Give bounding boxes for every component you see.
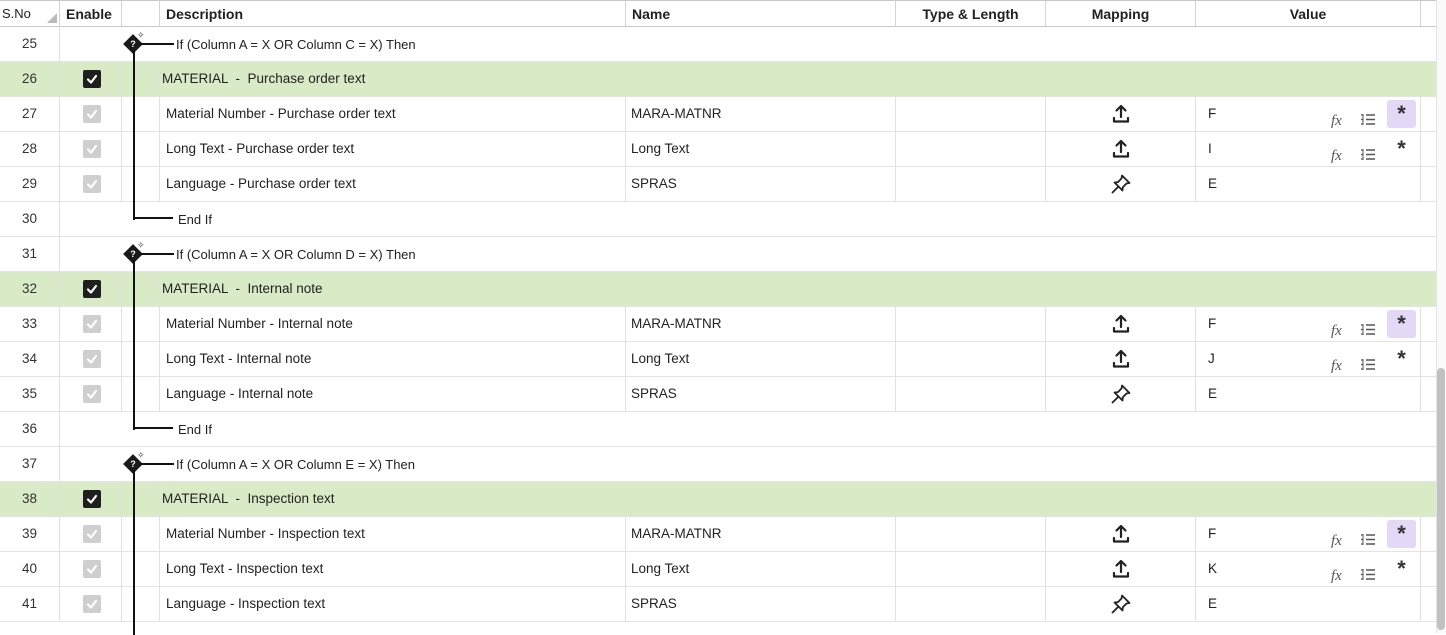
row-number: 32 bbox=[0, 272, 60, 306]
name-cell: SPRAS bbox=[626, 167, 896, 201]
mapping-cell bbox=[1046, 132, 1196, 166]
row-number: 36 bbox=[0, 412, 60, 446]
condition-connector-line bbox=[133, 427, 173, 429]
row-number: 38 bbox=[0, 482, 60, 516]
formula-icon[interactable]: fx bbox=[1331, 323, 1342, 339]
tree-cell bbox=[122, 552, 160, 586]
tree-cell bbox=[122, 587, 160, 621]
column-header-tree bbox=[122, 1, 160, 27]
table-row bbox=[0, 342, 1436, 377]
table-row bbox=[0, 482, 1436, 517]
name-cell: Long Text bbox=[626, 132, 896, 166]
list-icon[interactable] bbox=[1360, 525, 1376, 551]
group-title: MATERIAL - Purchase order text bbox=[162, 71, 366, 86]
enable-checkbox bbox=[83, 140, 101, 158]
enable-checkbox bbox=[83, 315, 101, 333]
type-length-cell bbox=[896, 342, 1046, 376]
tree-cell bbox=[122, 482, 160, 516]
mapping-cell bbox=[1046, 377, 1196, 411]
table-row bbox=[0, 447, 1436, 482]
list-icon bbox=[1360, 323, 1376, 336]
table-row bbox=[0, 517, 1436, 552]
list-icon[interactable] bbox=[1360, 105, 1376, 131]
mapping-cell bbox=[1046, 517, 1196, 551]
row-number: 37 bbox=[0, 447, 60, 481]
formula-icon[interactable]: fx bbox=[1331, 113, 1342, 129]
check-icon bbox=[85, 317, 99, 331]
pin-icon[interactable] bbox=[1109, 592, 1133, 616]
value-cell bbox=[1196, 587, 1421, 621]
row-number: 41 bbox=[0, 587, 60, 621]
enable-checkbox[interactable] bbox=[83, 490, 101, 508]
table-row bbox=[0, 377, 1436, 412]
enable-checkbox bbox=[83, 525, 101, 543]
description-cell: Language - Internal note bbox=[160, 377, 626, 411]
type-length-cell bbox=[896, 167, 1046, 201]
check-icon bbox=[85, 72, 99, 86]
name-cell: MARA-MATNR bbox=[626, 517, 896, 551]
check-icon bbox=[85, 142, 99, 156]
asterisk-icon: * bbox=[1397, 136, 1406, 161]
upload-icon bbox=[1109, 347, 1133, 371]
list-icon bbox=[1360, 568, 1376, 581]
enable-checkbox bbox=[83, 595, 101, 613]
value-cell bbox=[1196, 132, 1421, 166]
group-title: MATERIAL - Internal note bbox=[162, 281, 323, 296]
pin-icon[interactable] bbox=[1109, 172, 1133, 196]
row-number: 30 bbox=[0, 202, 60, 236]
check-icon bbox=[85, 177, 99, 191]
name-cell: Long Text bbox=[626, 342, 896, 376]
list-icon bbox=[1360, 113, 1376, 126]
column-header-description[interactable]: Description bbox=[160, 1, 626, 27]
asterisk-icon: * bbox=[1397, 346, 1406, 371]
check-icon bbox=[85, 282, 99, 296]
column-header-mapping[interactable]: Mapping bbox=[1046, 1, 1196, 27]
mapping-cell bbox=[1046, 307, 1196, 341]
type-length-cell bbox=[896, 307, 1046, 341]
table-row bbox=[0, 167, 1436, 202]
pin-icon bbox=[1109, 382, 1133, 406]
sparkle-icon: ✧ bbox=[137, 450, 145, 460]
formula-icon[interactable]: fx bbox=[1331, 568, 1342, 584]
type-length-cell bbox=[896, 517, 1046, 551]
value-cell bbox=[1196, 97, 1421, 131]
formula-icon[interactable]: fx bbox=[1331, 358, 1342, 374]
type-length-cell bbox=[896, 552, 1046, 586]
description-cell: Long Text - Internal note bbox=[160, 342, 626, 376]
condition-endif-text: End If bbox=[178, 422, 212, 437]
asterisk-button[interactable] bbox=[1387, 100, 1416, 128]
table-row bbox=[0, 307, 1436, 342]
tree-cell bbox=[122, 307, 160, 341]
formula-icon[interactable]: fx bbox=[1331, 148, 1342, 164]
upload-icon[interactable] bbox=[1109, 137, 1133, 161]
pin-icon[interactable] bbox=[1109, 382, 1133, 406]
description-cell: Material Number - Inspection text bbox=[160, 517, 626, 551]
upload-icon bbox=[1109, 557, 1133, 581]
table-row bbox=[0, 27, 1436, 62]
row-number: 29 bbox=[0, 167, 60, 201]
table-row bbox=[0, 237, 1436, 272]
upload-icon bbox=[1109, 522, 1133, 546]
list-icon[interactable] bbox=[1360, 315, 1376, 341]
tree-cell bbox=[122, 132, 160, 166]
enable-checkbox bbox=[83, 560, 101, 578]
check-icon bbox=[85, 107, 99, 121]
table-row bbox=[0, 552, 1436, 587]
type-length-cell bbox=[896, 377, 1046, 411]
list-icon[interactable] bbox=[1360, 560, 1376, 586]
name-cell: SPRAS bbox=[626, 377, 896, 411]
table-row bbox=[0, 97, 1436, 132]
description-cell: Long Text - Purchase order text bbox=[160, 132, 626, 166]
mapping-cell bbox=[1046, 97, 1196, 131]
asterisk-button[interactable] bbox=[1387, 520, 1416, 548]
pin-icon bbox=[1109, 592, 1133, 616]
row-number: 31 bbox=[0, 237, 60, 271]
enable-checkbox bbox=[83, 350, 101, 368]
table-row bbox=[0, 132, 1436, 167]
condition-endif-text: End If bbox=[178, 212, 212, 227]
enable-checkbox bbox=[83, 105, 101, 123]
value-text: I bbox=[1208, 141, 1212, 156]
value-text: E bbox=[1208, 386, 1218, 401]
value-text: K bbox=[1208, 561, 1218, 576]
list-icon bbox=[1360, 148, 1376, 161]
value-cell bbox=[1196, 342, 1421, 376]
condition-question-icon: ? bbox=[130, 39, 136, 49]
upload-icon bbox=[1109, 102, 1133, 126]
check-icon bbox=[85, 492, 99, 506]
value-cell bbox=[1196, 377, 1421, 411]
mapping-cell bbox=[1046, 552, 1196, 586]
value-cell bbox=[1196, 167, 1421, 201]
enable-checkbox[interactable] bbox=[83, 280, 101, 298]
upload-icon[interactable] bbox=[1109, 557, 1133, 581]
check-icon bbox=[85, 597, 99, 611]
condition-block-line bbox=[133, 50, 135, 220]
row-number: 40 bbox=[0, 552, 60, 586]
grid-footer-row bbox=[0, 624, 1436, 633]
row-number: 25 bbox=[0, 27, 60, 61]
description-cell: Language - Purchase order text bbox=[160, 167, 626, 201]
grid-header bbox=[0, 0, 1436, 27]
check-icon bbox=[85, 527, 99, 541]
value-text: E bbox=[1208, 176, 1218, 191]
table-row bbox=[0, 412, 1436, 447]
type-length-cell bbox=[896, 587, 1046, 621]
tree-cell bbox=[122, 272, 160, 306]
sparkle-icon: ✧ bbox=[137, 240, 145, 250]
condition-block-line bbox=[133, 260, 135, 430]
table-row bbox=[0, 62, 1436, 97]
condition-block-line bbox=[133, 470, 135, 635]
mapping-cell bbox=[1046, 587, 1196, 621]
check-icon bbox=[85, 562, 99, 576]
upload-icon[interactable] bbox=[1109, 312, 1133, 336]
enable-checkbox bbox=[83, 385, 101, 403]
name-cell: SPRAS bbox=[626, 587, 896, 621]
row-number: 28 bbox=[0, 132, 60, 166]
row-number: 26 bbox=[0, 62, 60, 96]
description-cell: Language - Inspection text bbox=[160, 587, 626, 621]
asterisk-button[interactable] bbox=[1387, 310, 1416, 338]
tree-cell bbox=[122, 97, 160, 131]
value-cell bbox=[1196, 517, 1421, 551]
condition-connector-line bbox=[140, 463, 174, 465]
asterisk-icon: * bbox=[1397, 311, 1406, 336]
value-cell bbox=[1196, 307, 1421, 341]
condition-connector-line bbox=[140, 43, 174, 45]
group-title: MATERIAL - Inspection text bbox=[162, 491, 335, 506]
upload-icon[interactable] bbox=[1109, 102, 1133, 126]
column-header-type-length[interactable]: Type & Length bbox=[896, 1, 1046, 27]
value-text: J bbox=[1208, 351, 1215, 366]
name-cell: MARA-MATNR bbox=[626, 307, 896, 341]
condition-connector-line bbox=[133, 217, 173, 219]
row-number: 39 bbox=[0, 517, 60, 551]
description-cell: Material Number - Internal note bbox=[160, 307, 626, 341]
row-number: 35 bbox=[0, 377, 60, 411]
asterisk-button[interactable] bbox=[1387, 345, 1416, 373]
row-number: 27 bbox=[0, 97, 60, 131]
asterisk-button[interactable] bbox=[1387, 135, 1416, 163]
formula-icon[interactable]: fx bbox=[1331, 533, 1342, 549]
name-cell: MARA-MATNR bbox=[626, 97, 896, 131]
value-cell bbox=[1196, 552, 1421, 586]
table-row bbox=[0, 587, 1436, 622]
condition-question-icon: ? bbox=[130, 249, 136, 259]
column-header-sno[interactable] bbox=[0, 1, 60, 27]
condition-if-text: If (Column A = X OR Column C = X) Then bbox=[176, 37, 416, 52]
tree-cell bbox=[122, 517, 160, 551]
check-icon bbox=[85, 387, 99, 401]
row-number: 34 bbox=[0, 342, 60, 376]
condition-if-text: If (Column A = X OR Column D = X) Then bbox=[176, 247, 416, 262]
upload-icon[interactable] bbox=[1109, 522, 1133, 546]
list-icon bbox=[1360, 533, 1376, 546]
description-cell: Long Text - Inspection text bbox=[160, 552, 626, 586]
tree-cell bbox=[122, 167, 160, 201]
column-header-enable[interactable]: Enable bbox=[60, 1, 122, 27]
upload-icon[interactable] bbox=[1109, 347, 1133, 371]
type-length-cell bbox=[896, 132, 1046, 166]
value-text: F bbox=[1208, 526, 1217, 541]
asterisk-icon: * bbox=[1397, 101, 1406, 126]
tree-cell bbox=[122, 342, 160, 376]
tree-cell bbox=[122, 62, 160, 96]
description-cell: Material Number - Purchase order text bbox=[160, 97, 626, 131]
asterisk-icon: * bbox=[1397, 556, 1406, 581]
condition-connector-line bbox=[140, 253, 174, 255]
condition-question-icon: ? bbox=[130, 459, 136, 469]
list-icon[interactable] bbox=[1360, 350, 1376, 376]
mapping-cell bbox=[1046, 167, 1196, 201]
column-header-sno-label: S.No bbox=[2, 6, 31, 21]
sort-indicator-icon[interactable] bbox=[47, 13, 57, 23]
value-text: F bbox=[1208, 106, 1217, 121]
list-icon[interactable] bbox=[1360, 140, 1376, 166]
value-text: E bbox=[1208, 596, 1218, 611]
vertical-scrollbar-thumb[interactable] bbox=[1437, 368, 1445, 630]
check-icon bbox=[85, 352, 99, 366]
sparkle-icon: ✧ bbox=[137, 30, 145, 40]
mapping-cell bbox=[1046, 342, 1196, 376]
table-row bbox=[0, 202, 1436, 237]
enable-checkbox bbox=[83, 175, 101, 193]
enable-checkbox[interactable] bbox=[83, 70, 101, 88]
column-header-name[interactable]: Name bbox=[626, 1, 896, 27]
type-length-cell bbox=[896, 97, 1046, 131]
tree-cell bbox=[122, 377, 160, 411]
table-row bbox=[0, 272, 1436, 307]
asterisk-icon: * bbox=[1397, 521, 1406, 546]
pin-icon bbox=[1109, 172, 1133, 196]
upload-icon bbox=[1109, 137, 1133, 161]
column-header-value[interactable]: Value bbox=[1196, 1, 1421, 27]
name-cell: Long Text bbox=[626, 552, 896, 586]
list-icon bbox=[1360, 358, 1376, 371]
value-text: F bbox=[1208, 316, 1217, 331]
row-number: 33 bbox=[0, 307, 60, 341]
upload-icon bbox=[1109, 312, 1133, 336]
condition-if-text: If (Column A = X OR Column E = X) Then bbox=[176, 457, 415, 472]
asterisk-button[interactable] bbox=[1387, 555, 1416, 583]
